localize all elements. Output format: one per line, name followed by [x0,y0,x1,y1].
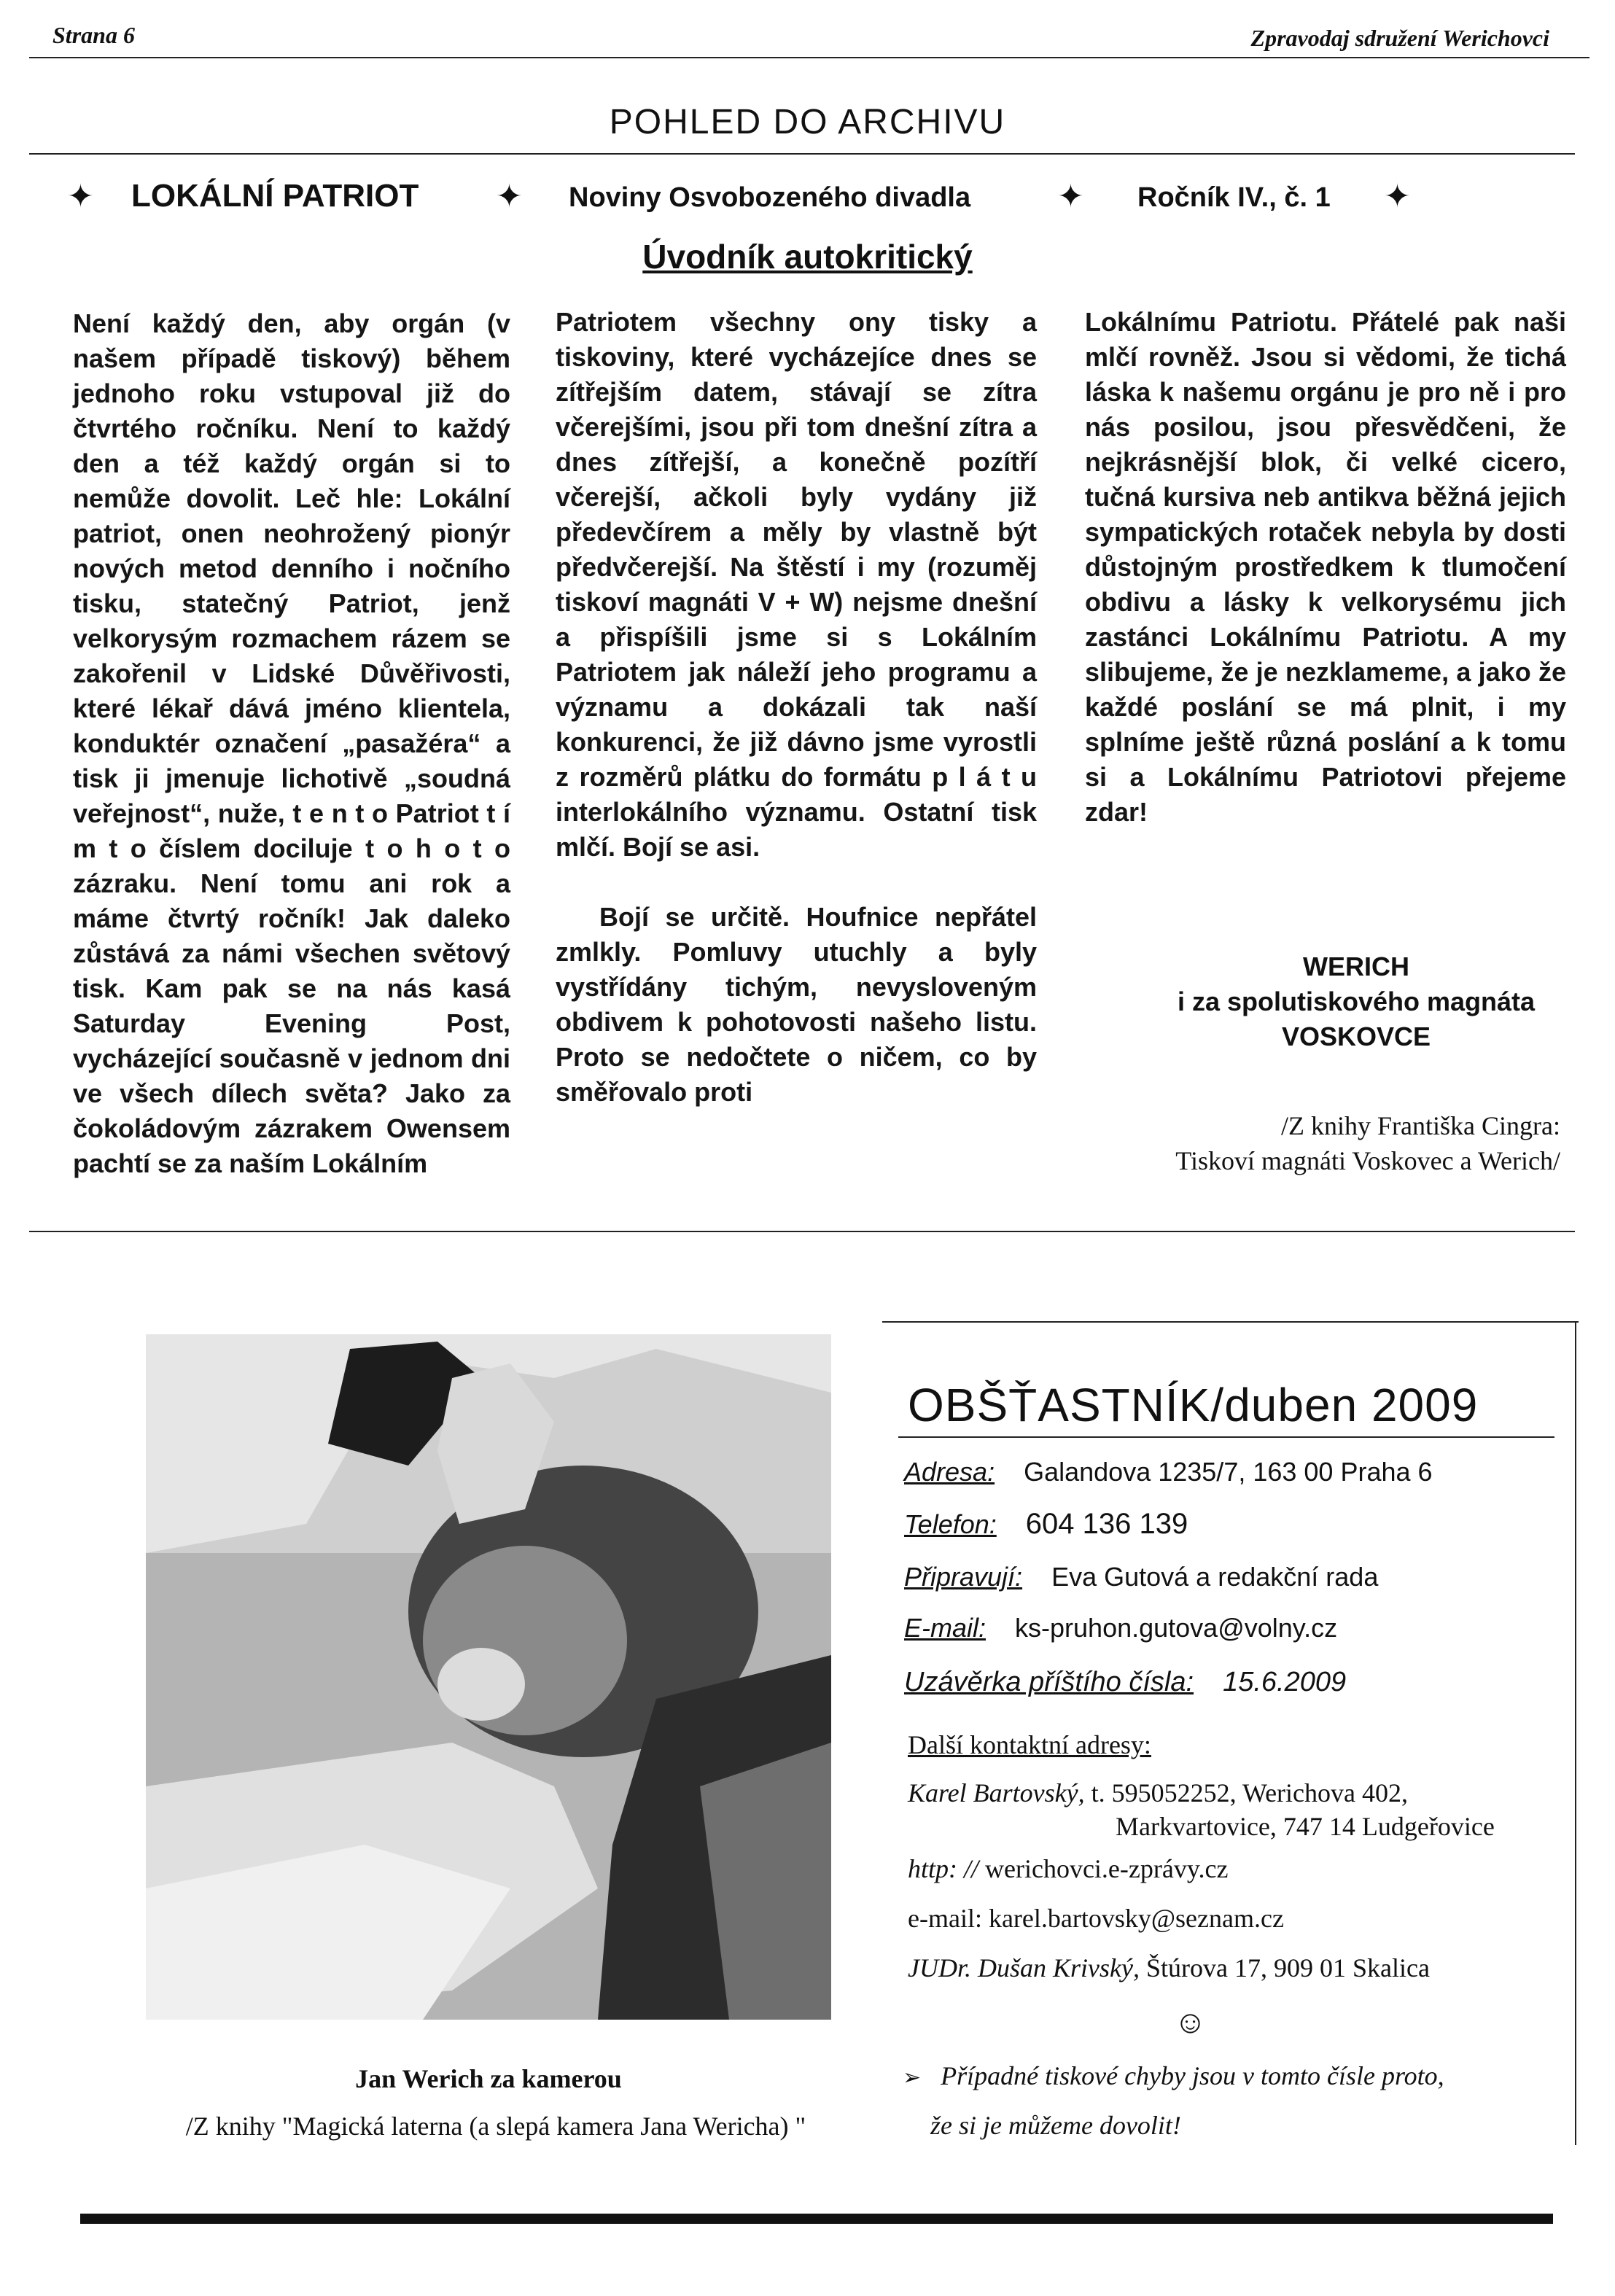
note-text: Případné tiskové chyby jsou v tomto čísle proto, [941,2061,1444,2090]
address-value: Galandova 1235/7, 163 00 Praha 6 [1024,1457,1433,1487]
source-line: /Z knihy Františka Cingra: [1281,1111,1560,1140]
ornament-star-icon: ✦ [496,179,523,214]
contact-address: Štúrova 17, 909 01 Skalica [1145,1953,1430,1982]
imprint-top-rule [882,1321,1579,1323]
article-column-3 [1085,305,1566,830]
deadline-label: Uzávěrka příštího čísla: [904,1667,1194,1697]
article-title: Úvodník autokritický [642,238,973,276]
masthead [0,178,1615,229]
signature-coauthor: VOSKOVCE [1281,1021,1431,1051]
note-row-2: že si je můžeme dovolit! [930,2111,1181,2140]
article-column-2 [556,305,1037,1110]
bullet-arrow-icon: ➢ [903,2066,922,2090]
publication-name: Zpravodaj sdružení Werichovci [1250,25,1549,51]
website-row [908,1853,1228,1884]
contact-details: t. 595052252, Werichova 402, [1091,1778,1408,1807]
imprint-title: OBŠŤASTNÍK/duben 2009 [908,1379,1479,1431]
article-paragraph: Patriotem všechny ony tisky a tiskoviny, které vycházejíce dnes se zítřejším datem, stávají se zítra včerejšími, jsou při tom dnešní zítra a dnes zítřejší, a konečně pozítří včerejší, ačkoli byly vydány již předevčírem a měly by vlastně být předvčerejší. Na štěstí i my (rozuměj tiskoví magnáti V + W) nejsme dnešní a přispíšili jsme si s Lokálním Patriotem jak náleží jeho programu a významu a dokázali tak naší konkurenci, že již dávno jsme vyrostli z rozměrů plátku do formátu p l á t u interlokálního významu. Ostatní tisk mlčí. Bojí se asi. [556,307,1037,862]
footer-bar [80,2214,1553,2224]
editors-row [904,1562,1378,1592]
address-row [904,1457,1433,1487]
ornament-star-icon: ✦ [67,179,94,214]
issue-number: Ročník IV., č. 1 [1137,182,1331,213]
article-column-1 [73,306,510,1181]
web-prefix: http: // [908,1854,978,1883]
editors-value: Eva Gutová a redakční rada [1051,1562,1379,1592]
email-value[interactable]: ks-pruhon.gutova@volny.cz [1015,1613,1338,1643]
contact-krivsky [908,1953,1430,1983]
source-line: Tiskoví magnáti Voskovec a Werich/ [1175,1146,1560,1175]
paper-description: Noviny Osvobozeného divadla [569,182,971,213]
note-row-1 [903,2060,1444,2091]
contact-bartovsky [908,1778,1408,1808]
imprint-right-rule [1575,1321,1576,2145]
phone-label: Telefon: [904,1509,997,1539]
smiley-icon: ☺ [1174,2004,1207,2040]
section-title: POHLED DO ARCHIVU [609,103,1006,141]
contact-name: Karel Bartovský, [908,1778,1085,1807]
article-paragraph: Bojí se určitě. Houfnice nepřátel zmlkly. Pomluvy utuchly a byly vystřídány tichým, nevysloveným obdivem k pohotovosti našeho listu. Proto se nedočtete o ničem, co by směřovalo proti [556,902,1037,1107]
phone-value: 604 136 139 [1025,1508,1188,1540]
article-bottom-rule [29,1231,1575,1232]
contact-name: JUDr. Dušan Krivský, [908,1953,1140,1982]
section-rule [29,153,1575,155]
paper-name: LOKÁLNÍ PATRIOT [131,178,419,214]
signature-author: WERICH [1303,952,1409,981]
email-label: E-mail: [904,1613,986,1643]
phone-row [904,1508,1188,1541]
contact-email-row[interactable]: e-mail: karel.bartovsky@seznam.cz [908,1904,1284,1933]
address-label: Adresa: [904,1457,995,1487]
article-signature [1137,949,1575,1054]
ornament-star-icon: ✦ [1384,179,1411,214]
photo-image [146,1334,831,2020]
article-paragraph: Lokálnímu Patriotu. Přátelé pak naši mlčí rovněž. Jsou si vědomi, že tichá láska k našemu orgánu je pro ně i pro nás posilou, jsou přesvědčeni, že nejkrásnější blok, či velké cicero, tučná kursiva neb antikva běžná jejich sympatických rotaček nebyla by dosti důstojným prostředkem k tlumočení obdivu a lásky k velkorysému jich zastánci Lokálnímu Patriotu. A my slibujeme, že je nezklameme, a jako že každé poslání se má plnit, i my splníme ještě různá poslání a k tomu si a Lokálnímu Patriotovi přejeme zdar! [1085,307,1566,827]
website-link[interactable]: werichovci.e-zprávy.cz [985,1854,1229,1883]
photo-source: /Z knihy "Magická laterna (a slepá kamera Jana Wericha) " [185,2112,806,2141]
signature-note: i za spolutiskového magnáta [1177,986,1536,1016]
editors-label: Připravují: [904,1562,1023,1592]
imprint-title-rule [898,1436,1554,1438]
page-number: Strana 6 [52,22,135,48]
photo-caption: Jan Werich za kamerou [355,2064,622,2093]
article-paragraph: Není každý den, aby orgán (v našem případě tiskový) během jednoho roku vstupoval již do čtvrtého ročníku. Není to každý den a též každý orgán si to nemůže dovolit. Leč hle: Lokální patriot, onen neohrožený pionýr nových metod denního i nočního tisku, statečný Patriot, jenž velkorysým rozmachem rázem se zakořenil v Lidské Důvěřivosti, které lékař dává jméno klientela, konduktér označení „pasažéra“ a tisk ji jmenuje lichotivě „soudná veřejnost“, nuže, t e n t o Patriot t í m t o číslem dociluje t o h o t o zázraku. Není tomu ani rok a máme čtvrtý ročník! Jak daleko zůstává za námi všechen světový tisk. Kam pak se na nás kasá Saturday Evening Post, vycházející současně v jednom dni ve všech dílech světa? Jako za čokoládovým zázrakem Owensem pachtí se za naším Lokálním [73,308,510,1178]
photo-werich-camera [146,1334,831,2020]
article-source [1050,1108,1560,1178]
ornament-star-icon: ✦ [1057,179,1084,214]
header-rule [29,57,1589,58]
deadline-row [904,1667,1346,1698]
email-row [904,1613,1337,1643]
deadline-value: 15.6.2009 [1223,1667,1347,1697]
other-contacts-heading: Další kontaktní adresy: [908,1730,1151,1759]
contact-bartovsky-address: Markvartovice, 747 14 Ludgeřovice [1116,1812,1495,1841]
